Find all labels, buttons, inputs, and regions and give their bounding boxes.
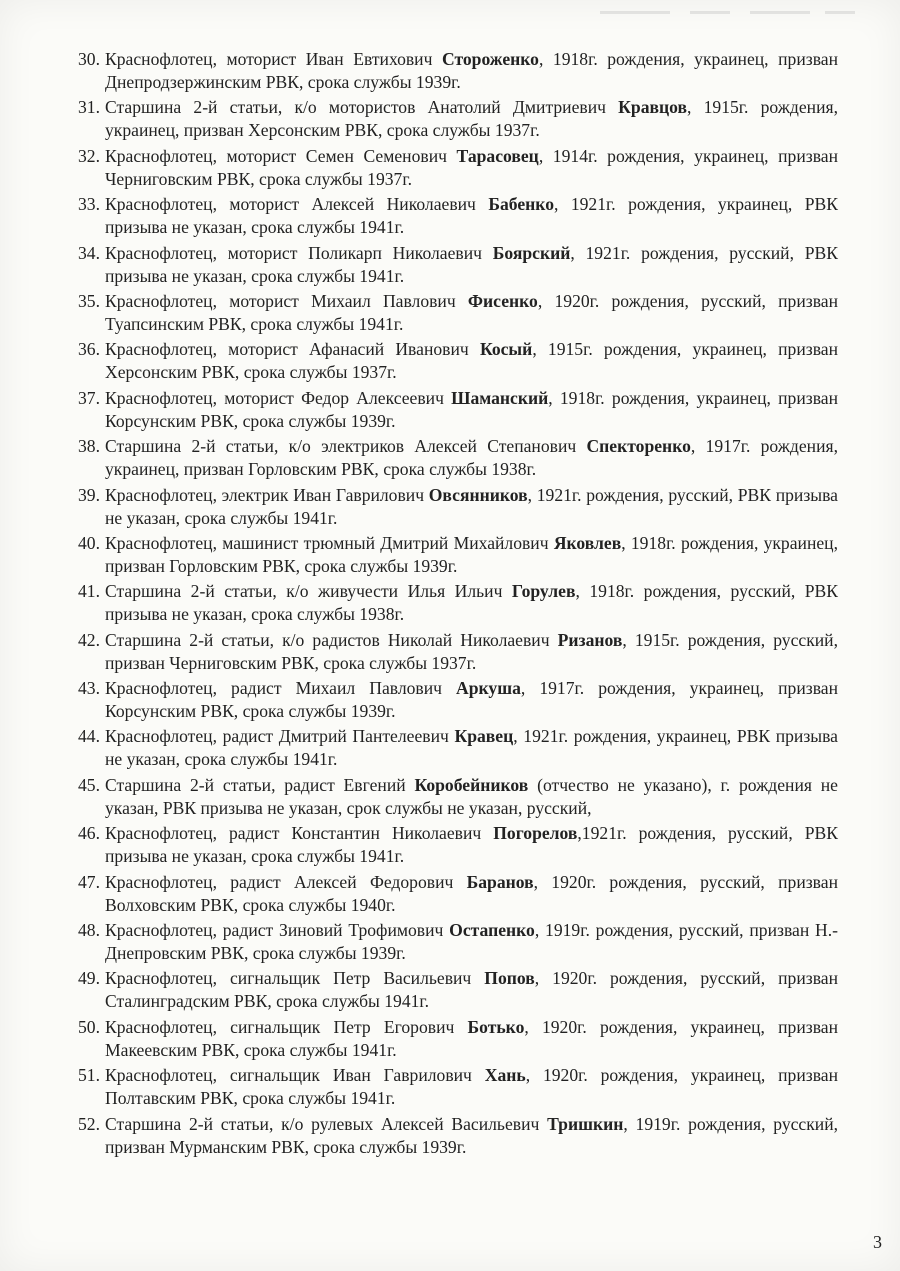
entry-number: 47. [78,871,100,892]
entry-surname: Баранов [466,871,534,892]
entry-number: 33. [78,194,100,215]
entry-surname: Ботько [467,1016,525,1037]
entry-details: , 1918г. рождения, украинец, призван Корсунским РВК, срока службы 1939г. [105,387,838,431]
crew-list [78,48,838,1161]
entry-details: , 1914г. рождения, украинец, призван Черниговским РВК, срока службы 1937г. [105,145,838,189]
entry-number: 50. [78,1016,100,1037]
list-item [78,96,838,142]
entry-surname: Овсянников [428,484,528,505]
entry-number: 35. [78,290,100,311]
entry-text [105,193,838,239]
entry-surname: Коробейников [414,774,529,795]
entry-details: (отчество не указано), г. рождения не указан, РВК призыва не указан, срок службы не указан, русский, [105,774,838,818]
entry-text [105,145,838,191]
list-item [78,677,838,723]
entry-description: Старшина 2-й статьи, к/о живучести Илья Ильич [105,581,512,602]
entry-text [105,48,838,94]
entry-number: 48. [78,920,100,941]
entry-details: , 1920г. рождения, русский, призван Сталинградским РВК, срока службы 1941г. [105,968,839,1012]
entry-text [105,1064,838,1110]
entry-text [105,774,838,820]
entry-surname: Кравцов [618,97,687,118]
list-item [78,629,838,675]
entry-details: , 1915г. рождения, украинец, призван Херсонским РВК, срока службы 1937г. [105,97,838,141]
list-item [78,290,838,336]
entry-details: , 1917г. рождения, украинец, призван Горловским РВК, срока службы 1938г. [105,436,838,480]
entry-details: , 1918г. рождения, украинец, призван Горловским РВК, срока службы 1939г. [105,532,838,576]
entry-text [105,338,838,384]
list-item [78,967,838,1013]
list-item [78,725,838,771]
entry-number: 45. [78,774,100,795]
entry-details: , 1921г. рождения, русский, РВК призыва не указан, срока службы 1941г. [105,484,838,528]
entry-number: 51. [78,1065,100,1086]
entry-text [105,580,838,626]
entry-text [105,96,838,142]
entry-text [105,822,838,868]
entry-surname: Ризанов [557,629,623,650]
entry-details: , 1918г. рождения, украинец, призван Днепродзержинским РВК, срока службы 1939г. [105,49,838,92]
entry-description: Краснофлотец, радист Зиновий Трофимович [105,920,450,941]
entry-details: , 1921г. рождения, украинец, РВК призыва не указан, срока службы 1941г. [105,726,838,770]
entry-details: , 1915г. рождения, украинец, призван Херсонским РВК, срока службы 1937г. [105,339,839,383]
entry-description: Краснофлотец, моторист Афанасий Иванович [105,339,480,360]
entry-details: , 1920г. рождения, русский, призван Туапсинским РВК, срока службы 1941г. [105,290,838,334]
entry-description: Краснофлотец, сигнальщик Иван Гаврилович [105,1065,485,1086]
entry-surname: Боярский [492,242,571,263]
entry-text [105,435,838,481]
entry-number: 43. [78,678,100,699]
entry-surname: Погорелов [493,823,578,844]
entry-description: Краснофлотец, моторист Федор Алексеевич [105,387,452,408]
entry-text [105,629,838,675]
entry-text [105,484,838,530]
list-item [78,435,838,481]
entry-text [105,1016,838,1062]
list-item [78,871,838,917]
entry-number: 52. [78,1113,100,1134]
list-item [78,193,838,239]
entry-number: 39. [78,484,100,505]
entry-number: 42. [78,629,100,650]
entry-description: Краснофлотец, сигнальщик Петр Егорович [105,1016,468,1037]
entry-details: , 1917г. рождения, украинец, призван Корсунским РВК, срока службы 1939г. [105,678,838,722]
entry-number: 41. [78,581,100,602]
entry-number: 37. [78,387,100,408]
entry-description: Краснофлотец, радист Михаил Павлович [105,678,457,699]
list-item [78,1016,838,1062]
entry-description: Краснофлотец, машинист трюмный Дмитрий Михайлович [105,532,554,553]
list-item [78,1064,838,1110]
list-item [78,532,838,578]
entry-surname: Фисенко [467,290,538,311]
entry-number: 31. [78,97,100,118]
entry-number: 32. [78,145,100,166]
list-item [78,242,838,288]
entry-text [105,387,838,433]
list-item [78,48,838,94]
entry-description: Старшина 2-й статьи, к/о радистов Николай Николаевич [105,629,558,650]
entry-text [105,919,838,965]
entry-details: , 1921г. рождения, украинец, РВК призыва не указан, срока службы 1941г. [105,194,838,238]
entry-description: Старшина 2-й статьи, к/о рулевых Алексей Васильевич [105,1113,548,1134]
entry-number: 30. [78,49,100,69]
entry-description: Краснофлотец, моторист Семен Семенович [105,145,457,166]
entry-number: 34. [78,242,100,263]
list-item [78,145,838,191]
list-item [78,774,838,820]
faded-header-marks [600,6,860,20]
entry-description: Старшина 2-й статьи, к/о электриков Алексей Степанович [105,436,587,457]
entry-description: Краснофлотец, радист Константин Николаевич [105,823,494,844]
list-item [78,484,838,530]
entry-surname: Горулев [511,581,576,602]
entry-text [105,677,838,723]
list-item [78,822,838,868]
entry-text [105,242,838,288]
entry-description: Краснофлотец, радист Алексей Федорович [105,871,467,892]
entry-description: Краснофлотец, моторист Алексей Николаевич [105,194,489,215]
entry-details: , 1919г. рождения, русский, призван Н.-Днепровским РВК, срока службы 1939г. [105,920,838,964]
entry-surname: Аркуша [456,678,521,699]
entry-number: 49. [78,968,100,989]
entry-details: ,1921г. рождения, русский, РВК призыва не указан, срока службы 1941г. [105,823,838,867]
entry-details: , 1919г. рождения, русский, призван Мурманским РВК, срока службы 1939г. [105,1113,839,1157]
entry-description: Краснофлотец, моторист Михаил Павлович [105,290,468,311]
entry-number: 46. [78,823,100,844]
entry-surname: Шаманский [451,387,549,408]
entry-surname: Яковлев [553,532,622,553]
entry-surname: Спекторенко [586,436,691,457]
entry-surname: Бабенко [488,194,554,215]
entry-description: Краснофлотец, электрик Иван Гаврилович [105,484,429,505]
entry-text [105,967,838,1013]
entry-number: 44. [78,726,100,747]
list-item [78,387,838,433]
entry-surname: Тарасовец [456,145,539,166]
entry-surname: Остапенко [449,920,535,941]
entry-surname: Стороженко [441,49,539,69]
entry-surname: Тришкин [547,1113,624,1134]
entry-details: , 1920г. рождения, украинец, призван Макеевским РВК, срока службы 1941г. [105,1016,838,1060]
entry-details: , 1920г. рождения, русский, призван Волховским РВК, срока службы 1940г. [105,871,838,915]
entry-description: Краснофлотец, моторист Поликарп Николаевич [105,242,493,263]
list-item [78,1113,838,1159]
entry-details: , 1921г. рождения, русский, РВК призыва не указан, срока службы 1941г. [105,242,838,286]
entry-text [105,1113,838,1159]
entry-surname: Хань [484,1065,526,1086]
entry-text [105,532,838,578]
page-number: 3 [873,1232,882,1252]
entry-details: , 1918г. рождения, русский, РВК призыва не указан, срока службы 1938г. [105,581,839,625]
entry-surname: Кравец [454,726,514,747]
entry-description: Старшина 2-й статьи, к/о мотористов Анатолий Дмитриевич [105,97,619,118]
list-item [78,338,838,384]
entry-text [105,725,838,771]
entry-description: Краснофлотец, сигнальщик Петр Васильевич [105,968,485,989]
entry-surname: Попов [484,968,535,989]
entry-description: Краснофлотец, моторист Иван Евтихович [105,49,442,69]
entry-description: Старшина 2-й статьи, радист Евгений [105,774,415,795]
entry-text [105,290,838,336]
entry-details: , 1915г. рождения, русский, призван Черниговским РВК, срока службы 1937г. [105,629,838,673]
entry-surname: Косый [479,339,533,360]
entry-number: 38. [78,436,100,457]
entry-text [105,871,838,917]
entry-number: 40. [78,532,100,553]
list-item [78,919,838,965]
list-item [78,580,838,626]
entry-details: , 1920г. рождения, украинец, призван Полтавским РВК, срока службы 1941г. [105,1065,839,1109]
entry-number: 36. [78,339,100,360]
entry-description: Краснофлотец, радист Дмитрий Пантелеевич [105,726,455,747]
